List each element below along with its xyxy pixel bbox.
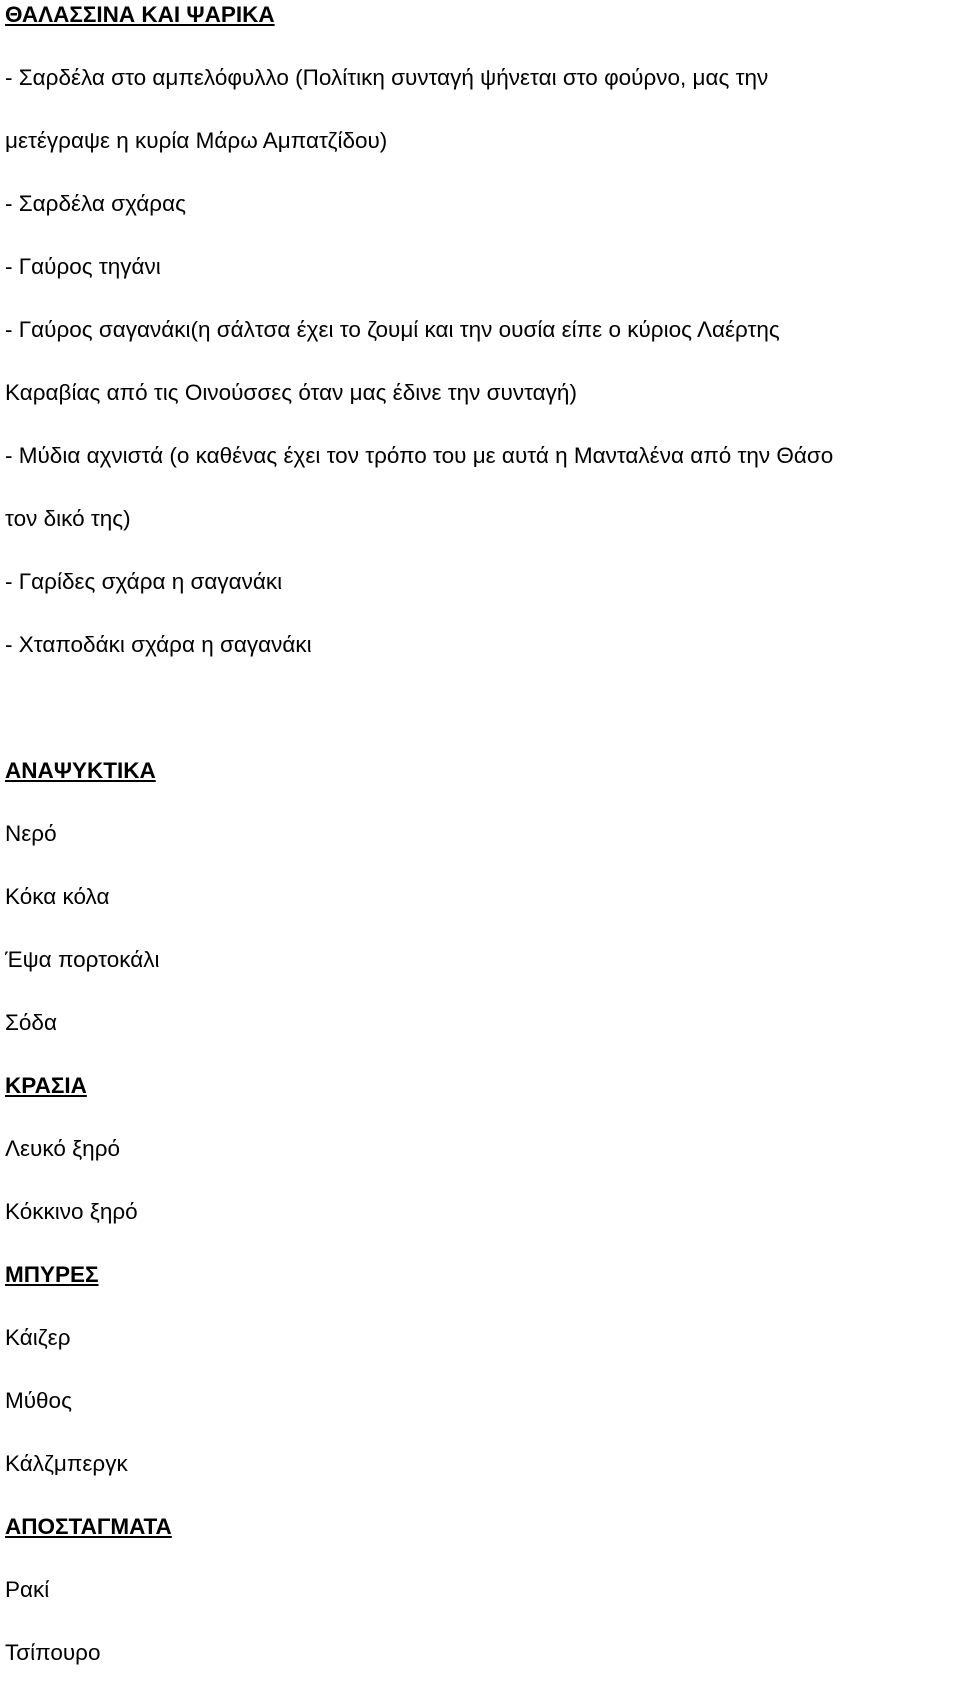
menu-item: Έψα πορτοκάλι [5, 947, 160, 972]
section-heading-spirits: ΑΠΟΣΤΑΓΜΑΤΑ [5, 1514, 172, 1539]
menu-line: - Γαύρος τηγάνι [5, 254, 161, 279]
section-heading-soft-drinks: ΑΝΑΨΥΚΤΙΚΑ [5, 758, 156, 783]
section-heading-beers: ΜΠΥΡΕΣ [5, 1262, 99, 1287]
menu-item: Κόκα κόλα [5, 884, 110, 909]
section-spacer [5, 693, 955, 756]
section-heading-wines: ΚΡΑΣΙΑ [5, 1073, 87, 1098]
menu-item: Σόδα [5, 1010, 57, 1035]
menu-item: Ρακί [5, 1577, 50, 1602]
menu-item: Κάλζμπεργκ [5, 1451, 128, 1476]
menu-line: μετέγραψε η κυρία Μάρω Αμπατζίδου) [5, 128, 388, 153]
menu-item: Νερό [5, 821, 57, 846]
menu-line: τον δικό της) [5, 506, 131, 531]
menu-document [5, 0, 955, 1701]
section-heading-seafood: ΘΑΛΑΣΣΙΝΑ ΚΑΙ ΨΑΡΙΚΑ [5, 2, 275, 27]
menu-line: - Σαρδέλα στο αμπελόφυλλο (Πολίτικη συνταγή ψήνεται στο φούρνο, μας την [5, 65, 769, 90]
menu-line: - Μύδια αχνιστά (ο καθένας έχει τον τρόπο του με αυτά η Μανταλένα από την Θάσο [5, 443, 834, 468]
menu-line: - Γαρίδες σχάρα η σαγανάκι [5, 569, 283, 594]
menu-item: Τσίπουρο [5, 1640, 101, 1665]
menu-item: Μύθος [5, 1388, 72, 1413]
menu-item: Λευκό ξηρό [5, 1136, 121, 1161]
menu-item: Κόκκινο ξηρό [5, 1199, 138, 1224]
menu-line: - Σαρδέλα σχάρας [5, 191, 186, 216]
menu-item: Κάιζερ [5, 1325, 71, 1350]
menu-line: Καραβίας από τις Οινούσσες όταν μας έδινε την συνταγή) [5, 380, 577, 405]
menu-line: - Γαύρος σαγανάκι(η σάλτσα έχει το ζουμί και την ουσία είπε ο κύριος Λαέρτης [5, 317, 780, 342]
menu-line: - Χταποδάκι σχάρα η σαγανάκι [5, 632, 312, 657]
